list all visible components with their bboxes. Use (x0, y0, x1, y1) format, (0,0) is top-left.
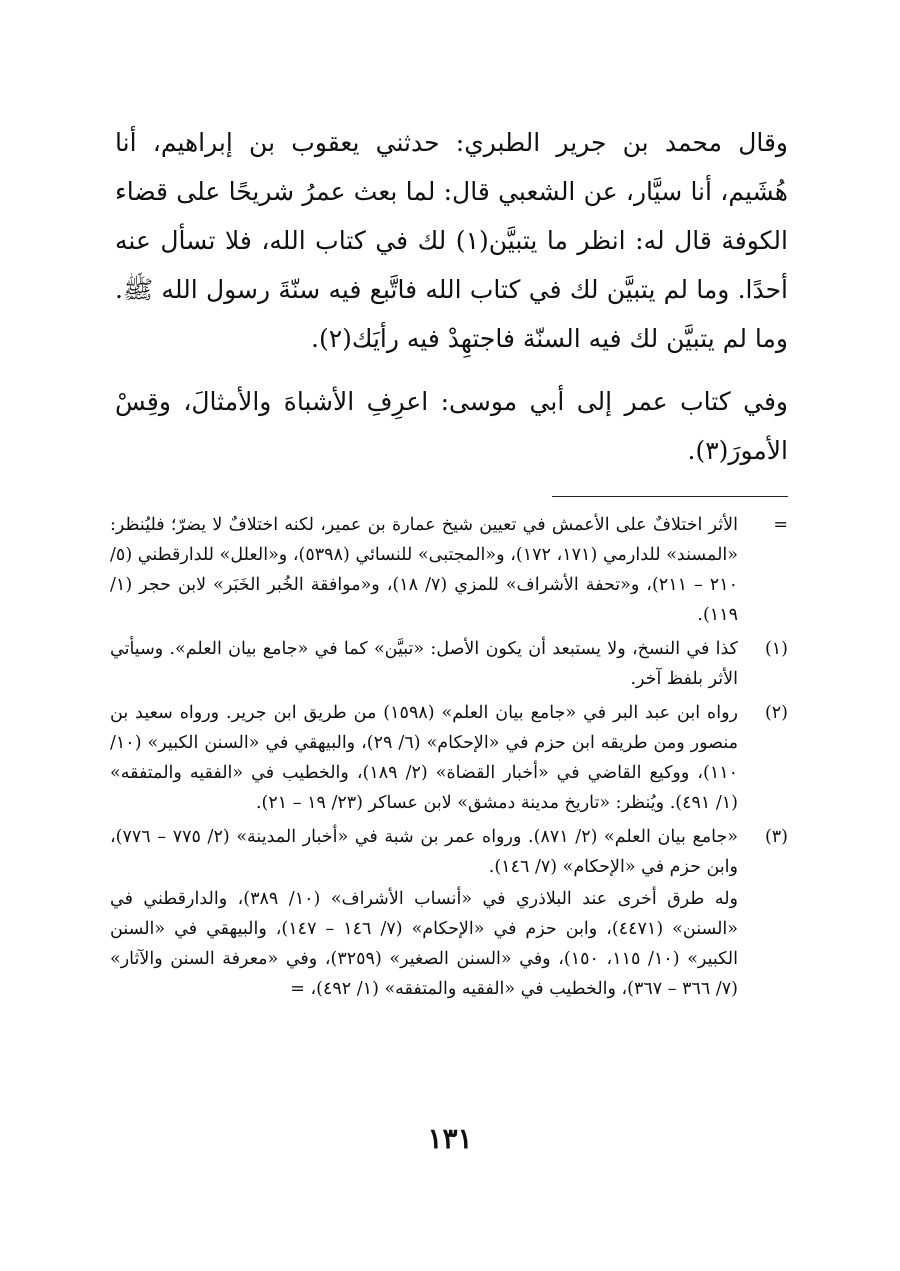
footnote-marker: (٣) (764, 827, 788, 847)
main-text (115, 118, 788, 475)
footnote-text: «جامع بيان العلم» (٢/ ٨٧١). ورواه عمر بن شبة في «أخبار المدينة» (٢/ ٧٧٥ – ٧٧٦)، وابن حزم في «الإحكام» (٧/ ١٤٦). (110, 827, 738, 877)
footnote-1 (110, 634, 788, 694)
footnote-marker: (١) (764, 639, 788, 659)
footnote-marker: = (773, 515, 788, 535)
page-number: ١٣١ (427, 1122, 473, 1155)
footnote-text: رواه ابن عبد البر في «جامع بيان العلم» (١٥٩٨) من طريق ابن جرير. ورواه سعيد بن منصور ومن طريقه ابن حزم في «الإحكام» (٦/ ٢٩)، والبيهقي في «السنن الكبير» (١٠/ ١١٠)، ووكيع القاضي في «أخبار القضاة» (٢/ ١٨٩)، والخطيب في «الفقيه والمتفقه» (١/ ٤٩١). ويُنظر: «تاريخ مدينة دمشق» لابن عساكر (٢٣/ ١٩ – ٢١). (110, 703, 739, 813)
footnotes (110, 510, 788, 1008)
footnote-separator (552, 496, 788, 497)
footnote-text: وله طرق أخرى عند البلاذري في «أنساب الأشراف» (١٠/ ٣٨٩)، والدارقطني في «السنن» (٤٤٧١)، وابن حزم في «الإحكام» (٧/ ١٤٦ – ١٤٧)، والبيهقي في «السنن الكبير» (١٠/ ١١٥، ١٥٠)، وفي «السنن الصغير» (٣٢٥٩)، وفي «معرفة السنن والآثار» (٧/ ٣٦٦ – ٣٦٧)، والخطيب في «الفقيه والمتفقه» (١/ ٤٩٢)، = (110, 889, 738, 999)
footnote-text: الأثر اختلافٌ على الأعمش في تعيين شيخ عمارة بن عمير، لكنه اختلافٌ لا يضرّ؛ فليُنظر: «المسند» للدارمي (١٧١، ١٧٢)، و«المجتبى» للنسائي (٥٣٩٨)، و«العلل» للدارقطني (٥/ ٢١٠ – ٢١١)، و«تحفة الأشراف» للمزي (٧/ ١٨)، و«موافقة الخُبر الخَبَر» لابن حجر (١/ ١١٩). (110, 515, 738, 625)
footnote-2 (110, 698, 788, 818)
footnote-3 (110, 822, 788, 1004)
main-paragraph-2: وفي كتاب عمر إلى أبي موسى: اعرِفِ الأشباهَ والأمثالَ، وقِسْ الأمورَ(٣). (115, 387, 788, 465)
footnote-text: كذا في النسخ، ولا يستبعد أن يكون الأصل: «تبيَّن» كما في «جامع بيان العلم». وسيأتي الأثر بلفظ آخر. (110, 639, 738, 689)
main-paragraph-1: وقال محمد بن جرير الطبري: حدثني يعقوب بن إبراهيم، أنا هُشَيم، أنا سيَّار، عن الشعبي قال: لما بعث عمرُ شريحًا على قضاء الكوفة قال له: انظر ما يتبيَّن(١) لك في كتاب الله، فلا تسأل عنه أحدًا. وما لم يتبيَّن لك في كتاب الله فاتَّبع فيه سنّةَ رسول الله ﷺ. وما لم يتبيَّن لك فيه السنّة فاجتهِدْ فيه رأيَك(٢). (115, 128, 789, 353)
footnote-continuation (110, 510, 788, 630)
footnote-marker: (٢) (764, 703, 788, 723)
